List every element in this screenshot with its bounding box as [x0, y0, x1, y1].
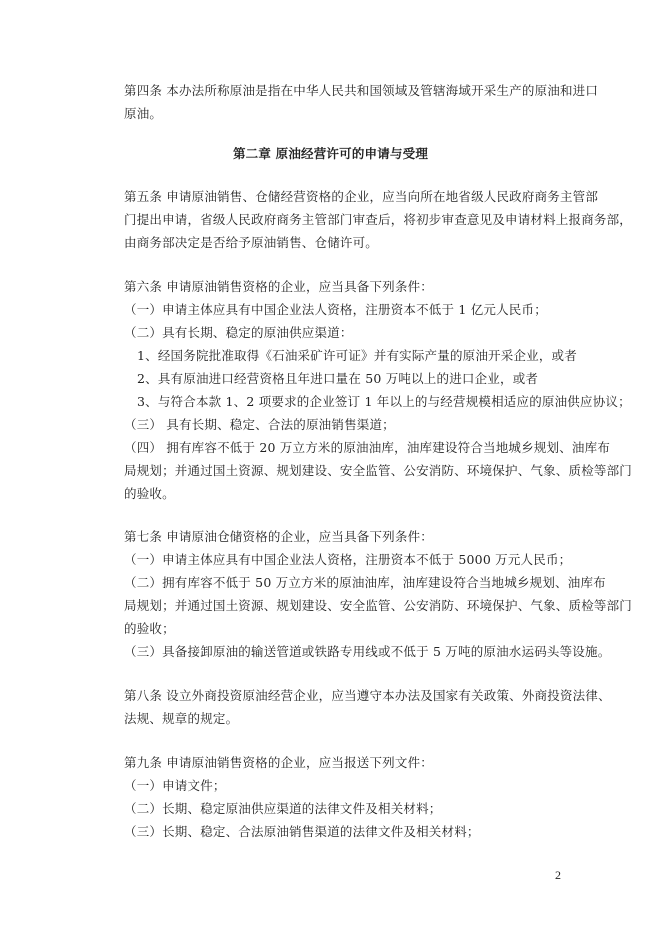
article-7-item-3: （三）具备接卸原油的输送管道或铁路专用线或不低于 5 万吨的原油水运码头等设施。 [124, 644, 611, 659]
article-4-line-1: 第四条 本办法所称原油是指在中华人民共和国领域及管辖海域开采生产的原油和进口 [124, 83, 599, 98]
article-6-item-2-sub-2: 2、具有原油进口经营资格且年进口量在 50 万吨以上的进口企业，或者 [137, 371, 539, 386]
article-9-item-1: （一）申请文件； [124, 778, 226, 793]
article-7-line-1: 第七条 申请原油仓储资格的企业，应当具备下列条件： [124, 529, 433, 544]
page-number: 2 [555, 868, 561, 882]
article-6-item-4-line-3: 的验收。 [124, 486, 175, 501]
article-6-item-4-line-1: （四） 拥有库容不低于 20 万立方米的原油油库，油库建设符合当地城乡规划、油库布 [124, 440, 611, 455]
article-7-item-2-line-2: 局规划；并通过国土资源、规划建设、安全监管、公安消防、环境保护、气象、质检等部门 [124, 598, 633, 613]
article-6-item-3: （三） 具有长期、稳定、合法的原油销售渠道； [124, 417, 395, 432]
article-6-item-4-line-2: 局规划；并通过国土资源、规划建设、安全监管、公安消防、环境保护、气象、质检等部门 [124, 463, 633, 478]
article-6-item-2-sub-1: 1、经国务院批准取得《石油采矿许可证》并有实际产量的原油开采企业，或者 [137, 348, 577, 363]
article-5-line-1: 第五条 申请原油销售、仓储经营资格的企业，应当向所在地省级人民政府商务主管部 [124, 189, 599, 204]
article-6-item-1: （一）申请主体应具有中国企业法人资格，注册资本不低于 1 亿元人民币； [124, 302, 547, 317]
article-4-line-2: 原油。 [124, 106, 163, 121]
article-6-item-2-sub-3: 3、与符合本款 1、2 项要求的企业签订 1 年以上的与经营规模相适应的原油供应协议； [137, 394, 631, 409]
article-8-line-1: 第八条 设立外商投资原油经营企业，应当遵守本办法及国家有关政策、外商投资法律、 [124, 688, 611, 703]
article-7-item-2-line-1: （二）拥有库容不低于 50 万立方米的原油油库，油库建设符合当地城乡规划、油库布 [124, 575, 606, 590]
article-6-line-1: 第六条 申请原油销售资格的企业，应当具备下列条件： [124, 279, 433, 294]
article-9-item-2: （二）长期、稳定原油供应渠道的法律文件及相关材料； [124, 801, 442, 816]
chapter-2-heading: 第二章 原油经营许可的申请与受理 [232, 146, 429, 161]
article-5-line-3: 由商务部决定是否给予原油销售、仓储许可。 [124, 235, 379, 250]
article-6-item-2: （二）具有长期、稳定的原油供应渠道： [124, 325, 353, 340]
article-9-item-3: （三）长期、稳定、合法原油销售渠道的法律文件及相关材料； [124, 824, 480, 839]
article-7-item-1: （一）申请主体应具有中国企业法人资格，注册资本不低于 5000 万元人民币； [124, 552, 572, 567]
article-9-line-1: 第九条 申请原油销售资格的企业，应当报送下列文件： [124, 755, 433, 770]
article-8-line-2: 法规、规章的规定。 [124, 711, 239, 726]
article-5-line-2: 门提出申请，省级人民政府商务主管部门审查后，将初步审查意见及申请材料上报商务部， [124, 212, 633, 227]
article-7-item-2-line-3: 的验收； [124, 621, 175, 636]
